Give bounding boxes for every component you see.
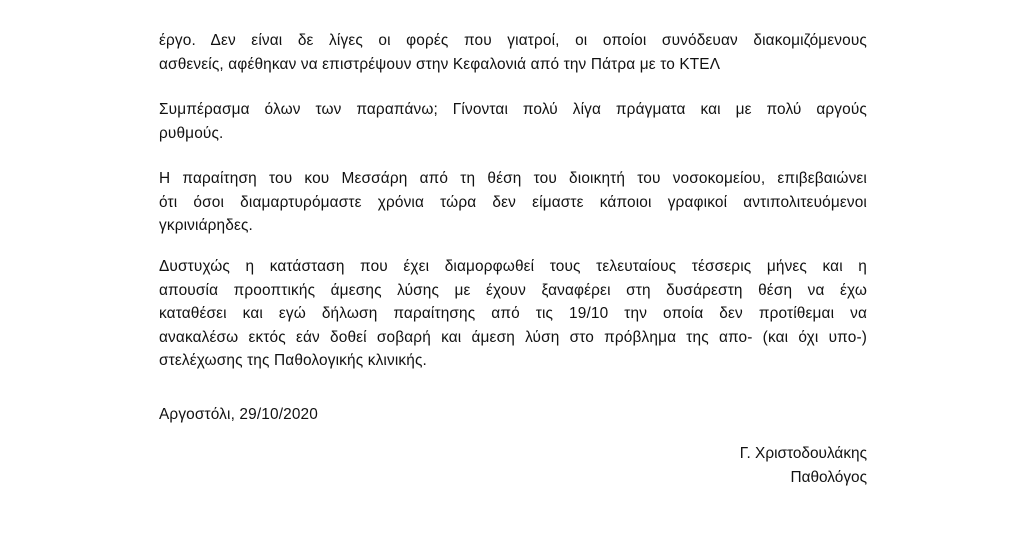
paragraph-line: γκρινιάρηδες. [159, 217, 253, 234]
paragraph-2 [159, 98, 867, 145]
paragraph-line: έργο. Δεν είναι δε λίγες οι φορές που γιατροί, οι οποίοι συνόδευαν διακομιζόμενους [159, 32, 867, 49]
paragraph-line: στελέχωσης της Παθολογικής κλινικής. [159, 352, 427, 369]
paragraph-line: Συμπέρασμα όλων των παραπάνω; Γίνονται πολύ λίγα πράγματα και με πολύ αργούς [159, 101, 867, 118]
signature-name: Γ. Χριστοδουλάκης [739, 445, 867, 462]
place-date-text: Αργοστόλι, 29/10/2020 [159, 406, 318, 423]
paragraph-line: ασθενείς, αφέθηκαν να επιστρέψουν στην Κεφαλονιά από την Πάτρα με το ΚΤΕΛ [159, 55, 721, 73]
paragraph-4 [159, 255, 867, 373]
paragraph-3 [159, 167, 867, 238]
place-date [159, 403, 867, 427]
paragraph-line: απουσία προοπτικής άμεσης λύσης με έχουν ξαναφέρει στη δυσάρεστη θέση να έχω [159, 281, 867, 299]
paragraph-line: Η παραίτηση του κου Μεσσάρη από τη θέση του διοικητή του νοσοκομείου, επιβεβαιώνει [159, 170, 867, 187]
paragraph-line: Δυστυχώς η κατάσταση που έχει διαμορφωθεί τους τελευταίους τέσσερις μήνες και η [159, 258, 867, 275]
paragraph-line: ρυθμούς. [159, 124, 224, 142]
paragraph-line: ότι όσοι διαμαρτυρόμαστε χρόνια τώρα δεν είμαστε κάποιοι γραφικοί αντιπολιτευόμενοι [159, 193, 867, 211]
signature-block [740, 442, 867, 489]
paragraph-line: ανακαλέσω εκτός εάν δοθεί σοβαρή και άμεση λύση στο πρόβλημα της απο- (και όχι υπο-) [159, 328, 867, 346]
signature-title: Παθολόγος [790, 468, 867, 486]
paragraph-1 [159, 29, 867, 76]
paragraph-line: καταθέσει και εγώ δήλωση παραίτησης από τις 19/10 την οποία δεν προτίθεμαι να [159, 305, 867, 322]
